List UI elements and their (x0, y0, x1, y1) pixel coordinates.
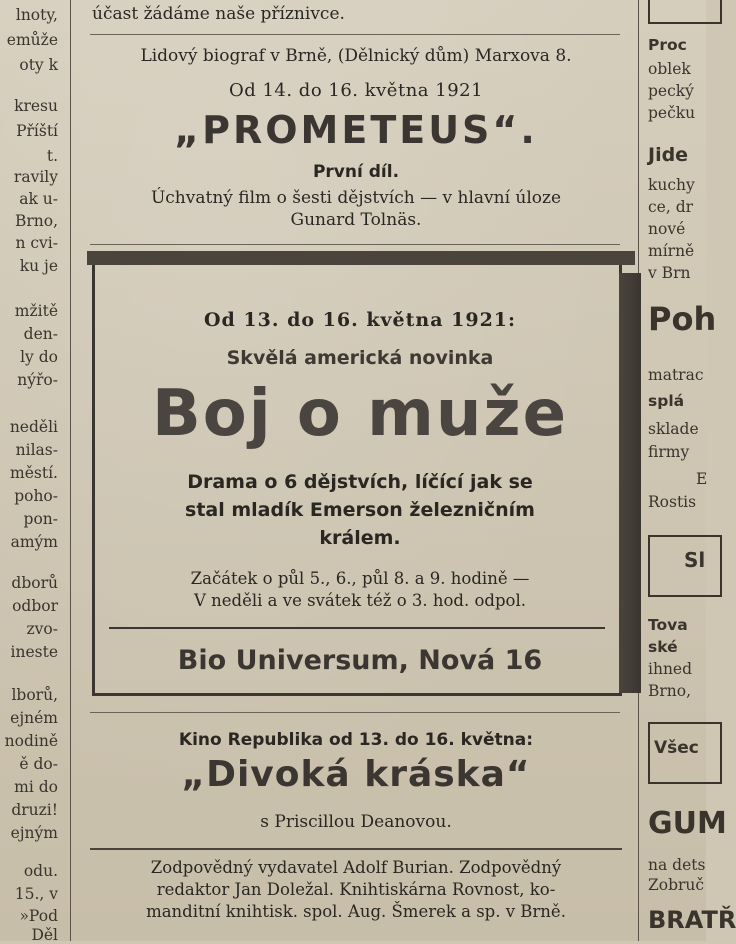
right-line: kuchy (648, 176, 695, 194)
left-line: lnoty, (15, 6, 58, 24)
left-line: mi do (14, 778, 58, 796)
left-line: oty k (19, 56, 58, 74)
left-line: kresu (14, 97, 58, 115)
left-line: 15., v (14, 885, 58, 903)
ad-boj-o-muze (92, 262, 622, 696)
column-divider-left (70, 0, 71, 941)
left-line: dborů (11, 574, 58, 592)
left-line: odu. (23, 862, 58, 880)
ad-box-shadow-top (87, 251, 635, 265)
left-line: ě do- (19, 755, 58, 773)
right-line: GUM (648, 806, 727, 841)
ad1-dates: Od 14. do 16. května 1921 (228, 80, 484, 101)
right-line: Sl (684, 548, 706, 572)
ad2-title: Boj o muže (151, 377, 569, 451)
right-line: ce, dr (648, 198, 694, 216)
left-line: pon- (23, 510, 58, 528)
right-column-fragment (640, 0, 736, 941)
right-line: Proc (648, 36, 687, 54)
right-line: Tova (648, 616, 688, 634)
left-line: Děl (31, 926, 58, 944)
right-line: BRATŘ (648, 906, 736, 934)
right-line: ské (648, 638, 678, 656)
divider (90, 34, 620, 35)
left-line: nýřo- (17, 371, 58, 389)
left-line: emůže (6, 31, 58, 49)
left-line: den- (23, 325, 58, 343)
left-line: ly do (20, 348, 58, 366)
left-line: Brno, (14, 212, 58, 230)
top-fragment: účast žádáme naše příznivce. (92, 4, 345, 24)
ad3-cast: s Priscillou Deanovou. (260, 812, 452, 832)
right-line: pecký (648, 82, 694, 100)
right-line: oblek (648, 60, 691, 78)
ad2-cinema: Bio Universum, Nová 16 (177, 645, 543, 676)
left-line: neděli (9, 418, 58, 436)
left-line: ravily (13, 168, 58, 186)
ad3-venue-dates: Kino Republika od 13. do 16. května: (178, 730, 534, 750)
left-line: n cvi- (15, 234, 58, 252)
left-line: nilas- (15, 441, 58, 459)
ad2-times-line1: Začátek o půl 5., 6., půl 8. a 9. hodině — (190, 569, 530, 588)
ad1-desc-line1: Úchvatný film o šesti dějstvích — v hlavní úloze (150, 188, 562, 208)
ad2-desc-line3: králem. (319, 527, 401, 549)
right-line: Rostis (648, 493, 697, 511)
right-line: E (696, 470, 708, 488)
left-line: t. (46, 147, 58, 165)
left-line: městí. (10, 464, 58, 482)
left-column-fragment (0, 0, 64, 944)
right-line: ihned (648, 660, 693, 678)
ad2-dates: Od 13. do 16. května 1921: (203, 309, 517, 331)
colophon-line2: redaktor Jan Doležal. Knihtiskárna Rovnost, ko- (156, 880, 556, 899)
ad2-desc-line2: stal mladík Emerson železničním (185, 499, 535, 521)
right-line: Brno, (648, 682, 692, 700)
centre-column (76, 0, 636, 941)
ad1-part: První díl. (312, 162, 400, 182)
right-line: Zobruč (648, 876, 705, 894)
left-line: ejném (10, 709, 58, 727)
left-line: ku je (19, 257, 58, 275)
left-line: ejným (10, 824, 58, 842)
right-line: Všec (654, 738, 699, 758)
right-line: firmy (648, 443, 690, 461)
right-line: nové (648, 220, 686, 238)
ad1-desc-line2: Gunard Tolnäs. (290, 210, 422, 230)
right-line: na dets (648, 856, 706, 874)
right-line: sklade (648, 420, 699, 438)
colophon (90, 848, 622, 943)
right-line: splá (648, 392, 685, 410)
left-line: poho- (14, 487, 58, 505)
left-line: lborů, (11, 686, 58, 704)
left-line: odbor (12, 597, 58, 615)
colophon-line1: Zodpovědný vydavatel Adolf Burian. Zodpovědný (150, 858, 562, 877)
colophon-line3: manditní knihtisk. spol. Aug. Šmerek a sp. v Brně. (146, 902, 566, 921)
right-line: Jide (648, 144, 689, 166)
ad3-title: „Divoká kráska“ (181, 754, 531, 795)
right-line: pečku (648, 104, 696, 122)
left-line: nodině (4, 732, 58, 750)
left-line: amým (10, 533, 58, 551)
divider (90, 712, 620, 713)
ad2-desc-line1: Drama o 6 dějstvích, líčící jak se (187, 471, 533, 493)
divider (90, 244, 620, 245)
ad2-tagline: Skvělá americká novinka (226, 347, 494, 369)
left-line: zvo- (26, 620, 58, 638)
left-line: Příští (16, 122, 58, 140)
right-line: matrac (648, 366, 704, 384)
ad1-title: „PROMETEUS“. (174, 108, 538, 152)
left-line: druzi! (11, 801, 58, 819)
ad2-times-line2: V neděli a ve svátek též o 3. hod. odpol. (194, 591, 526, 610)
right-line: mírně (648, 242, 695, 260)
left-line: ak u- (19, 190, 58, 208)
right-line: Poh (648, 300, 717, 338)
ad1-venue: Lidový biograf v Brně, (Dělnický dům) Marxova 8. (140, 46, 572, 66)
ad2-inner-rule (109, 627, 605, 629)
left-line: ineste (10, 643, 58, 661)
right-line: v Brn (648, 264, 691, 282)
left-line: mžitě (14, 302, 58, 320)
right-ad-frame (648, 0, 722, 24)
left-line: »Pod (19, 907, 58, 925)
